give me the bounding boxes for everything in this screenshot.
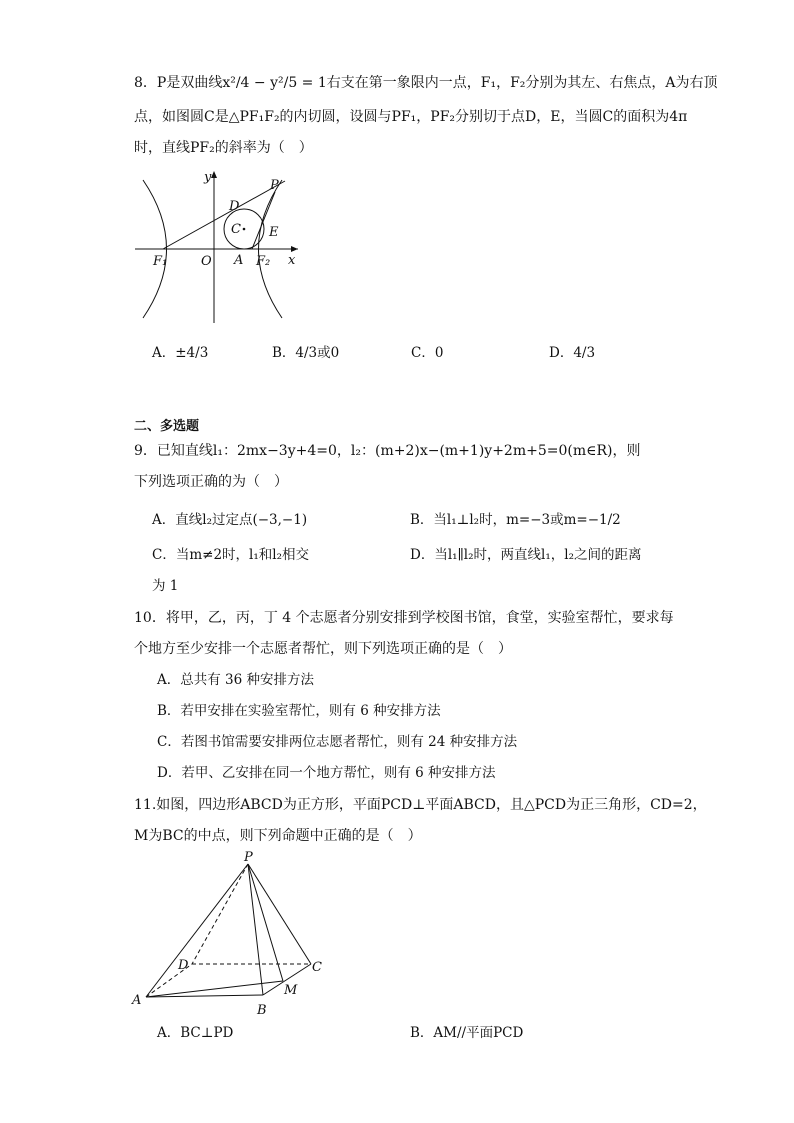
q10-line-2: 个地方至少安排一个志愿者帮忙，则下列选项正确的是（ ） bbox=[134, 641, 512, 657]
segment-pf1 bbox=[163, 181, 285, 249]
q11-line-1: 11.如图，四边形ABCD为正方形，平面PCD⊥平面ABCD，且△PCD为正三角形，CD=2， bbox=[134, 797, 707, 813]
q8-line-3: 时，直线PF₂的斜率为（ ） bbox=[134, 140, 313, 156]
label-d: D bbox=[229, 199, 240, 214]
label-d: D bbox=[178, 958, 189, 973]
q9-line-1: 9．已知直线l₁：2mx−3y+4=0，l₂：(m+2)x−(m+1)y+2m+5=0(m∈R)，则 bbox=[134, 443, 641, 459]
edge-pa bbox=[146, 864, 248, 997]
q8-option-b[interactable]: B．4/3或0 bbox=[272, 345, 340, 361]
label-a: A bbox=[132, 993, 142, 1008]
q8-option-c[interactable]: C．0 bbox=[411, 345, 444, 361]
q8-hyperbola-figure bbox=[130, 168, 310, 328]
q8-line-1: 8．P是双曲线x²/4 − y²/5 = 1右支在第一象限内一点，F₁，F₂分别为其左、右焦点，A为右顶 bbox=[134, 75, 718, 91]
label-o: O bbox=[201, 254, 212, 269]
q11-line-2: M为BC的中点，则下列命题中正确的是（ ） bbox=[134, 828, 422, 844]
q9-option-b[interactable]: B．当l₁⊥l₂时，m=−3或m=−1/2 bbox=[410, 512, 621, 528]
q9-line-2: 下列选项正确的为（ ） bbox=[134, 474, 288, 490]
label-c: C bbox=[312, 960, 322, 975]
label-b: B bbox=[257, 1003, 267, 1018]
q9-option-d-continued: 为 1 bbox=[152, 578, 179, 594]
y-axis-arrow bbox=[211, 171, 217, 178]
label-f2: F₂ bbox=[256, 254, 271, 269]
q10-line-1: 10．将甲，乙，丙，丁 4 个志愿者分别安排到学校图书馆，食堂，实验室帮忙，要求每 bbox=[134, 610, 674, 626]
q11-option-a[interactable]: A．BC⊥PD bbox=[157, 1025, 234, 1041]
label-f1: F₁ bbox=[153, 254, 168, 269]
label-p: P bbox=[270, 178, 279, 193]
q10-option-c[interactable]: C．若图书馆需要安排两位志愿者帮忙，则有 24 种安排方法 bbox=[157, 734, 518, 750]
q10-option-a[interactable]: A．总共有 36 种安排方法 bbox=[157, 672, 315, 688]
q11-pyramid-figure bbox=[130, 850, 330, 1025]
q10-option-b[interactable]: B．若甲安排在实验室帮忙，则有 6 种安排方法 bbox=[157, 703, 441, 719]
x-axis-arrow bbox=[291, 246, 298, 252]
q8-line-2: 点，如图圆C是△PF₁F₂的内切圆，设圆与PF₁，PF₂分别切于点D，E，当圆C的面积为4π bbox=[134, 109, 688, 125]
q11-option-b[interactable]: B．AM//平面PCD bbox=[410, 1025, 524, 1041]
q9-option-d[interactable]: D．当l₁∥l₂时，两直线l₁，l₂之间的距离 bbox=[410, 547, 642, 563]
label-a: A bbox=[234, 253, 244, 268]
label-p: P bbox=[244, 850, 253, 865]
center-point-c bbox=[243, 228, 246, 231]
q9-option-a[interactable]: A．直线l₂过定点(−3,−1) bbox=[152, 512, 308, 528]
segment-pf2 bbox=[252, 192, 275, 249]
q8-option-a[interactable]: A．±4/3 bbox=[152, 345, 209, 361]
label-c: C bbox=[231, 222, 241, 237]
q10-option-d[interactable]: D．若甲、乙安排在同一个地方帮忙，则有 6 种安排方法 bbox=[157, 765, 496, 781]
label-x: x bbox=[288, 253, 296, 268]
section-heading-multiple-choice: 二、多选题 bbox=[134, 419, 200, 434]
label-e: E bbox=[269, 225, 279, 240]
label-y: y bbox=[204, 170, 212, 185]
hidden-edge-pd bbox=[192, 864, 248, 964]
edge-pm bbox=[248, 864, 283, 981]
label-m: M bbox=[284, 983, 298, 998]
q9-option-c[interactable]: C．当m≠2时，l₁和l₂相交 bbox=[152, 547, 309, 563]
q8-option-d[interactable]: D．4/3 bbox=[549, 345, 596, 361]
